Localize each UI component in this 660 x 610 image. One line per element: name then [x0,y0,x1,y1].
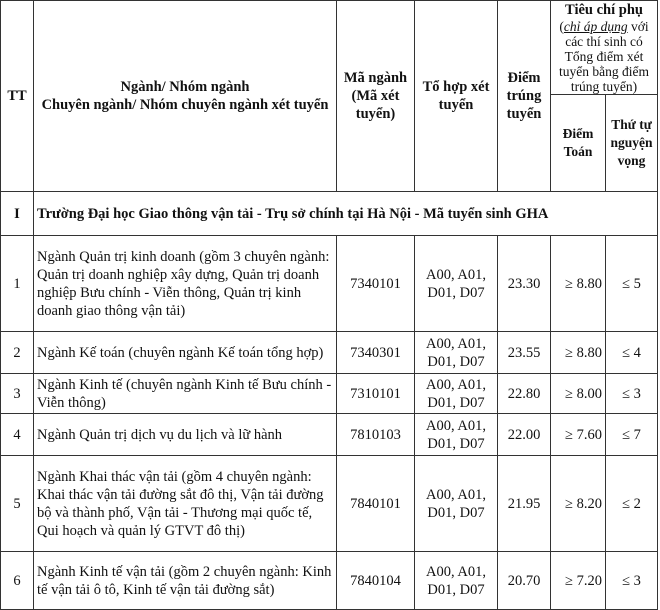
section-number: I [1,192,34,236]
header-diem-toan: Điểm Toán [551,95,606,192]
row-math: ≥ 8.00 [551,374,606,414]
row-order: ≤ 2 [606,456,658,552]
row-order: ≤ 3 [606,374,658,414]
row-math: ≥ 8.20 [551,456,606,552]
row-order: ≤ 4 [606,332,658,374]
header-thu-tu-nguyen-vong: Thứ tự nguyện vọng [606,95,658,192]
row-order: ≤ 3 [606,552,658,610]
header-row-1 [1,1,658,95]
row-combo: A00, A01, D01, D07 [415,552,498,610]
row-tt: 1 [1,236,34,332]
table-row [1,374,658,414]
row-name: Ngành Khai thác vận tải (gồm 4 chuyên ngành: Khai thác vận tải đường sắt đô thị, Vận tải đường bộ và thành phố, Vận tải - Thương mại quốc tế, Qui hoạch và quản lý GTVT đô thị) [34,456,337,552]
row-order: ≤ 7 [606,414,658,456]
note-underlined: chỉ áp dụng [563,19,628,34]
row-combo: A00, A01, D01, D07 [415,374,498,414]
row-score: 20.70 [498,552,551,610]
row-name: Ngành Quản trị dịch vụ du lịch và lữ hành [34,414,337,456]
row-combo: A00, A01, D01, D07 [415,236,498,332]
row-score: 22.80 [498,374,551,414]
row-score: 21.95 [498,456,551,552]
section-row [1,192,658,236]
header-ma-nganh: Mã ngành (Mã xét tuyển) [337,1,415,192]
row-tt: 6 [1,552,34,610]
note-open: ( [559,19,564,34]
row-math: ≥ 8.80 [551,332,606,374]
header-tieu-chi-note [554,19,654,94]
row-code: 7340101 [337,236,415,332]
header-diem-trung-tuyen: Điểm trúng tuyển [498,1,551,192]
row-tt: 4 [1,414,34,456]
note-rest: với các thí sinh có Tổng điểm xét tuyển bằng điểm trúng tuyển) [559,19,649,94]
row-code: 7840101 [337,456,415,552]
row-math: ≥ 7.60 [551,414,606,456]
header-nganh-line2: Chuyên ngành/ Nhóm chuyên ngành xét tuyển [41,97,329,113]
header-tt: TT [1,1,34,192]
row-score: 22.00 [498,414,551,456]
header-tieu-chi-title: Tiêu chí phụ [565,2,643,18]
table-row [1,456,658,552]
row-tt: 2 [1,332,34,374]
row-code: 7340301 [337,332,415,374]
header-nganh [34,1,337,192]
row-code: 7840104 [337,552,415,610]
table-row [1,332,658,374]
row-math: ≥ 8.80 [551,236,606,332]
row-tt: 3 [1,374,34,414]
row-math: ≥ 7.20 [551,552,606,610]
row-score: 23.55 [498,332,551,374]
row-name: Ngành Quản trị kinh doanh (gồm 3 chuyên ngành: Quản trị doanh nghiệp xây dựng, Quản trị doanh nghiệp Bưu chính - Viễn thông, Quản trị kinh doanh giao thông vận tải) [34,236,337,332]
row-score: 23.30 [498,236,551,332]
row-combo: A00, A01, D01, D07 [415,332,498,374]
row-tt: 5 [1,456,34,552]
row-name: Ngành Kinh tế (chuyên ngành Kinh tế Bưu chính - Viễn thông) [34,374,337,414]
row-code: 7310101 [337,374,415,414]
section-title: Trường Đại học Giao thông vận tải - Trụ sở chính tại Hà Nội - Mã tuyển sinh GHA [34,192,658,236]
row-combo: A00, A01, D01, D07 [415,456,498,552]
table-row [1,552,658,610]
row-order: ≤ 5 [606,236,658,332]
row-combo: A00, A01, D01, D07 [415,414,498,456]
row-code: 7810103 [337,414,415,456]
header-nganh-line1: Ngành/ Nhóm ngành [120,79,250,95]
header-tieu-chi-phu [551,1,658,95]
header-to-hop: Tổ hợp xét tuyển [415,1,498,192]
table-row [1,414,658,456]
row-name: Ngành Kinh tế vận tải (gồm 2 chuyên ngành: Kinh tế vận tải ô tô, Kinh tế vận tải đường sắt) [34,552,337,610]
table-row [1,236,658,332]
row-name: Ngành Kế toán (chuyên ngành Kế toán tổng hợp) [34,332,337,374]
